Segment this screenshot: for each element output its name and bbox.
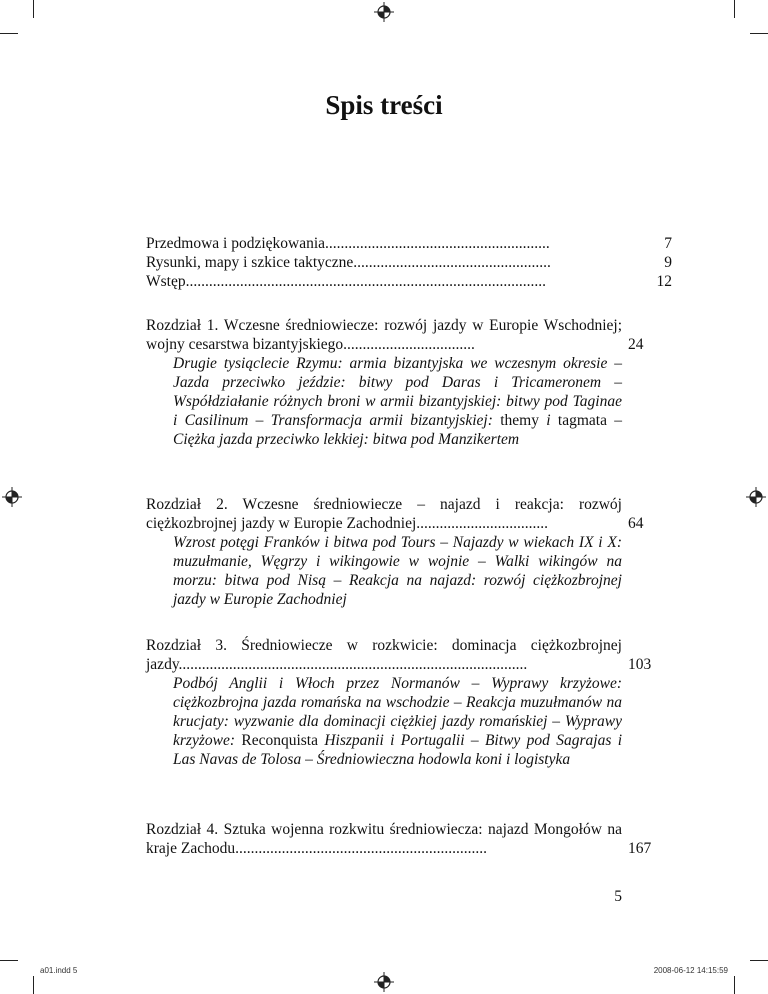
registration-mark-icon (374, 2, 394, 22)
registration-mark-icon (2, 487, 22, 507)
page-number: 5 (614, 888, 622, 905)
crop-mark (33, 976, 34, 994)
crop-mark (33, 0, 34, 18)
toc-page-number: 167 (628, 840, 652, 857)
toc-page-number: 64 (628, 515, 644, 532)
toc-chapter-subtopics: Wzrost potęgi Franków i bitwa pod Tours – Najazdy w wiekach IX i X: muzułmanie, Węgrzy i wikingowie w wojnie – Walki wikingów na morzu: bitwa pod Nisą – Reakcja na najazd: rozwój ciężkozbrojnej jazdy w Europie Zachodniej (173, 534, 622, 608)
crop-mark (750, 960, 768, 961)
toc-chapter-heading[interactable]: Rozdział 3. Średniowiecze w rozkwicie: dominacja ciężkozbrojnej jazdy.......................................................................................... 103 (146, 636, 622, 674)
toc-chapter-heading[interactable]: Rozdział 1. Wczesne średniowiecze: rozwój jazdy w Europie Wschodniej; wojny cesarstwa bizantyjskiego.................................. 24 (146, 316, 622, 354)
toc-entry-text: Wstęp............................................................................................. (146, 273, 546, 290)
toc-entry[interactable] (146, 253, 672, 272)
toc-group-front-matter (146, 234, 672, 291)
print-slug-timestamp: 2008-06-12 14:15:59 (653, 966, 728, 975)
toc-chapter-4 (146, 820, 652, 858)
toc-entry[interactable] (146, 234, 672, 253)
toc-page-number: 9 (664, 254, 672, 271)
toc-page-number: 24 (628, 336, 644, 353)
toc-entry-text: Rysunki, mapy i szkice taktyczne................................................... (146, 254, 551, 271)
toc-entry-text: Przedmowa i podziękowania.......................................................... (146, 235, 550, 252)
crop-mark (0, 960, 18, 961)
crop-mark (0, 33, 18, 34)
registration-mark-icon (374, 972, 394, 992)
toc-chapter-heading[interactable]: Rozdział 4. Sztuka wojenna rozkwitu średniowiecza: najazd Mongołów na kraje Zachodu................................................................. 167 (146, 820, 622, 858)
print-slug-filename: a01.indd 5 (40, 966, 78, 975)
toc-chapter-subtopics: Drugie tysiąclecie Rzymu: armia bizantyjska we wczesnym okresie – Jazda przeciwko jeździe: bitwy pod Daras i Tricameronem – Współdziałanie różnych broni w armii bizantyjskiej: bitwy pod Taginae i Casilinum – Transformacja armii bizantyjskiej: themy i tagmata – Ciężka jazda przeciwko lekkiej: bitwa pod Manzikertem (173, 355, 623, 448)
crop-mark (734, 0, 735, 18)
toc-page-number: 12 (656, 273, 672, 290)
toc-chapter-2 (146, 495, 644, 609)
toc-page-number: 7 (664, 235, 672, 252)
toc-entry[interactable] (146, 272, 672, 291)
page-title: Spis treści (325, 90, 443, 120)
toc-chapter-heading[interactable]: Rozdział 2. Wczesne średniowiecze – najazd i reakcja: rozwój ciężkozbrojnej jazdy w Europie Zachodniej.................................. 64 (146, 495, 622, 533)
crop-mark (734, 976, 735, 994)
toc-chapter-subtopics: Podbój Anglii i Włoch przez Normanów – Wyprawy krzyżowe: ciężkozbrojna jazda romańska na wschodzie – Reakcja muzułmanów na krucjaty: wyzwanie dla dominacji ciężkiej jazdy romańskiej – Wyprawy krzyżowe: Reconquista Hiszpanii i Portugalii – Bitwy pod Sagrajas i Las Navas de Tolosa – Średniowieczna hodowla koni i logistyka (173, 675, 623, 768)
toc-chapter-3 (146, 636, 652, 769)
registration-mark-icon (746, 487, 766, 507)
crop-mark (750, 33, 768, 34)
toc-chapter-1 (146, 316, 644, 449)
toc-page-number: 103 (628, 656, 652, 673)
